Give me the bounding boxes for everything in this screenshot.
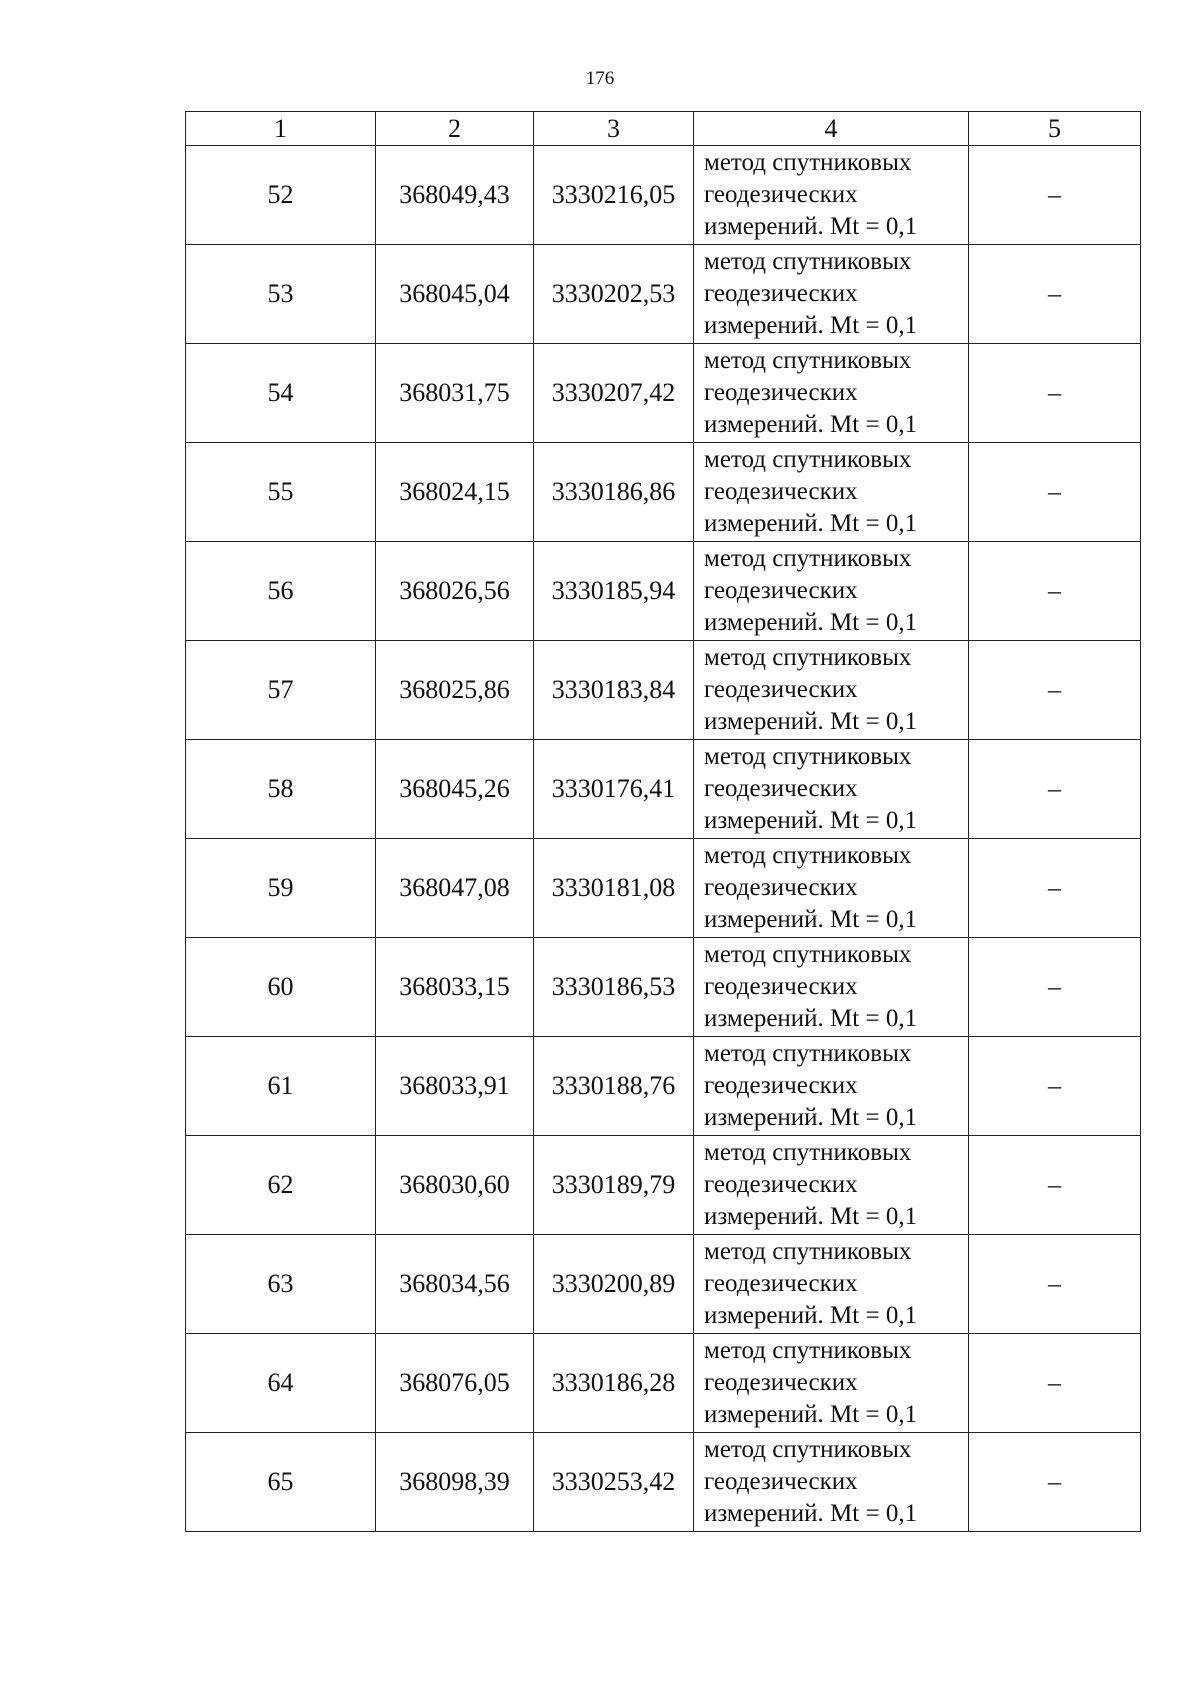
- description-cell: –: [969, 542, 1141, 641]
- description-cell: –: [969, 938, 1141, 1037]
- table-row: [186, 542, 1141, 641]
- method-line: геодезических: [704, 379, 858, 406]
- table-row: [186, 938, 1141, 1037]
- y-coordinate-cell: 3330253,42: [534, 1433, 694, 1532]
- description-cell: –: [969, 1037, 1141, 1136]
- point-number-cell: 54: [186, 344, 376, 443]
- method-cell: [694, 1334, 969, 1433]
- method-cell: [694, 839, 969, 938]
- point-number-cell: 55: [186, 443, 376, 542]
- table-row: [186, 740, 1141, 839]
- description-cell: –: [969, 245, 1141, 344]
- method-line: измерений. Mt = 0,1: [704, 1302, 918, 1329]
- method-line: измерений. Mt = 0,1: [704, 1500, 918, 1527]
- column-header: 4: [694, 112, 969, 146]
- method-line: метод спутниковых: [704, 248, 912, 275]
- table-body: [186, 112, 1141, 1532]
- table-header-row: [186, 112, 1141, 146]
- y-coordinate-cell: 3330216,05: [534, 146, 694, 245]
- method-cell: [694, 245, 969, 344]
- point-number-cell: 63: [186, 1235, 376, 1334]
- method-line: метод спутниковых: [704, 347, 912, 374]
- description-cell: –: [969, 146, 1141, 245]
- method-line: метод спутниковых: [704, 941, 912, 968]
- point-number-cell: 60: [186, 938, 376, 1037]
- method-line: геодезических: [704, 676, 858, 703]
- method-cell: [694, 344, 969, 443]
- x-coordinate-cell: 368031,75: [376, 344, 534, 443]
- method-line: метод спутниковых: [704, 1040, 912, 1067]
- method-line: геодезических: [704, 1468, 858, 1495]
- method-line: метод спутниковых: [704, 644, 912, 671]
- y-coordinate-cell: 3330176,41: [534, 740, 694, 839]
- method-line: измерений. Mt = 0,1: [704, 312, 918, 339]
- y-coordinate-cell: 3330202,53: [534, 245, 694, 344]
- method-line: геодезических: [704, 181, 858, 208]
- method-line: геодезических: [704, 973, 858, 1000]
- y-coordinate-cell: 3330200,89: [534, 1235, 694, 1334]
- method-cell: [694, 740, 969, 839]
- column-header: 5: [969, 112, 1141, 146]
- description-cell: –: [969, 1433, 1141, 1532]
- method-line: измерений. Mt = 0,1: [704, 1104, 918, 1131]
- table-row: [186, 641, 1141, 740]
- method-line: измерений. Mt = 0,1: [704, 1005, 918, 1032]
- method-line: метод спутниковых: [704, 149, 912, 176]
- point-number-cell: 64: [186, 1334, 376, 1433]
- x-coordinate-cell: 368049,43: [376, 146, 534, 245]
- x-coordinate-cell: 368034,56: [376, 1235, 534, 1334]
- table-row: [186, 1235, 1141, 1334]
- y-coordinate-cell: 3330183,84: [534, 641, 694, 740]
- method-line: метод спутниковых: [704, 743, 912, 770]
- method-line: измерений. Mt = 0,1: [704, 807, 918, 834]
- method-line: метод спутниковых: [704, 1139, 912, 1166]
- table-row: [186, 839, 1141, 938]
- method-line: метод спутниковых: [704, 1337, 912, 1364]
- y-coordinate-cell: 3330189,79: [534, 1136, 694, 1235]
- method-line: геодезических: [704, 1171, 858, 1198]
- method-line: геодезических: [704, 478, 858, 505]
- method-cell: [694, 1235, 969, 1334]
- method-line: геодезических: [704, 874, 858, 901]
- x-coordinate-cell: 368030,60: [376, 1136, 534, 1235]
- x-coordinate-cell: 368045,26: [376, 740, 534, 839]
- description-cell: –: [969, 1334, 1141, 1433]
- table-row: [186, 1037, 1141, 1136]
- x-coordinate-cell: 368076,05: [376, 1334, 534, 1433]
- table-row: [186, 1136, 1141, 1235]
- x-coordinate-cell: 368098,39: [376, 1433, 534, 1532]
- method-line: измерений. Mt = 0,1: [704, 510, 918, 537]
- method-line: геодезических: [704, 1270, 858, 1297]
- point-number-cell: 53: [186, 245, 376, 344]
- method-line: измерений. Mt = 0,1: [704, 213, 918, 240]
- description-cell: –: [969, 641, 1141, 740]
- x-coordinate-cell: 368024,15: [376, 443, 534, 542]
- point-number-cell: 56: [186, 542, 376, 641]
- method-cell: [694, 641, 969, 740]
- x-coordinate-cell: 368033,91: [376, 1037, 534, 1136]
- y-coordinate-cell: 3330181,08: [534, 839, 694, 938]
- method-cell: [694, 146, 969, 245]
- table-row: [186, 1334, 1141, 1433]
- column-header: 1: [186, 112, 376, 146]
- method-line: метод спутниковых: [704, 446, 912, 473]
- point-number-cell: 61: [186, 1037, 376, 1136]
- method-line: метод спутниковых: [704, 545, 912, 572]
- x-coordinate-cell: 368025,86: [376, 641, 534, 740]
- y-coordinate-cell: 3330188,76: [534, 1037, 694, 1136]
- description-cell: –: [969, 740, 1141, 839]
- table-row: [186, 443, 1141, 542]
- point-number-cell: 52: [186, 146, 376, 245]
- method-line: метод спутниковых: [704, 1238, 912, 1265]
- x-coordinate-cell: 368033,15: [376, 938, 534, 1037]
- description-cell: –: [969, 1136, 1141, 1235]
- description-cell: –: [969, 443, 1141, 542]
- method-cell: [694, 443, 969, 542]
- method-line: измерений. Mt = 0,1: [704, 708, 918, 735]
- column-header: 3: [534, 112, 694, 146]
- method-line: метод спутниковых: [704, 1436, 912, 1463]
- method-cell: [694, 938, 969, 1037]
- column-header: 2: [376, 112, 534, 146]
- method-cell: [694, 542, 969, 641]
- method-line: геодезических: [704, 1072, 858, 1099]
- table-row: [186, 344, 1141, 443]
- method-cell: [694, 1037, 969, 1136]
- y-coordinate-cell: 3330185,94: [534, 542, 694, 641]
- method-line: измерений. Mt = 0,1: [704, 1203, 918, 1230]
- x-coordinate-cell: 368045,04: [376, 245, 534, 344]
- y-coordinate-cell: 3330186,86: [534, 443, 694, 542]
- description-cell: –: [969, 839, 1141, 938]
- method-cell: [694, 1433, 969, 1532]
- method-line: измерений. Mt = 0,1: [704, 411, 918, 438]
- table-row: [186, 245, 1141, 344]
- method-line: метод спутниковых: [704, 842, 912, 869]
- x-coordinate-cell: 368026,56: [376, 542, 534, 641]
- coordinates-table: [185, 111, 1141, 1532]
- description-cell: –: [969, 344, 1141, 443]
- method-line: геодезических: [704, 280, 858, 307]
- point-number-cell: 62: [186, 1136, 376, 1235]
- point-number-cell: 57: [186, 641, 376, 740]
- method-line: измерений. Mt = 0,1: [704, 906, 918, 933]
- method-line: геодезических: [704, 775, 858, 802]
- point-number-cell: 65: [186, 1433, 376, 1532]
- method-line: измерений. Mt = 0,1: [704, 609, 918, 636]
- y-coordinate-cell: 3330207,42: [534, 344, 694, 443]
- table-row: [186, 1433, 1141, 1532]
- page-number: 176: [585, 68, 615, 89]
- point-number-cell: 59: [186, 839, 376, 938]
- method-line: измерений. Mt = 0,1: [704, 1401, 918, 1428]
- table-row: [186, 146, 1141, 245]
- method-line: геодезических: [704, 577, 858, 604]
- method-line: геодезических: [704, 1369, 858, 1396]
- method-cell: [694, 1136, 969, 1235]
- description-cell: –: [969, 1235, 1141, 1334]
- point-number-cell: 58: [186, 740, 376, 839]
- y-coordinate-cell: 3330186,28: [534, 1334, 694, 1433]
- x-coordinate-cell: 368047,08: [376, 839, 534, 938]
- y-coordinate-cell: 3330186,53: [534, 938, 694, 1037]
